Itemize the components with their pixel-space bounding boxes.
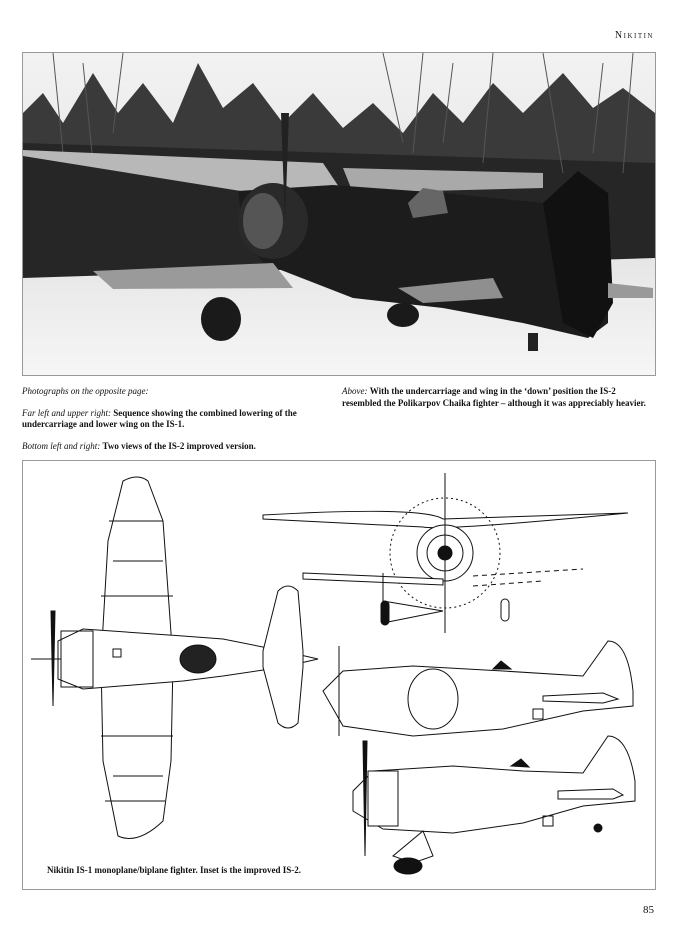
caption-item-2-text: Two views of the IS-2 improved version. bbox=[102, 440, 256, 451]
captions-right-column bbox=[342, 386, 654, 419]
caption-above-text: With the undercarriage and wing in the ‘down’ position the IS-2 resembled the Polikarpov Chaika fighter – although it was appreciably heavier. bbox=[342, 386, 646, 408]
caption-item-1-text: Sequence showing the combined lowering of the undercarriage and lower wing on the IS-1. bbox=[22, 407, 297, 429]
front-view bbox=[263, 473, 628, 633]
caption-item-1-lead: Far left and upper right: bbox=[22, 407, 111, 418]
side-view-is1 bbox=[353, 736, 635, 874]
side-view-is2 bbox=[323, 641, 633, 736]
aircraft-photo-graphic bbox=[23, 53, 655, 375]
drawing-caption: Nikitin IS-1 monoplane/biplane fighter. Inset is the improved IS-2. bbox=[47, 865, 302, 875]
caption-item-2 bbox=[22, 441, 322, 453]
running-head: Nikitin bbox=[614, 30, 654, 41]
aircraft-photo bbox=[22, 52, 656, 376]
three-view-drawing bbox=[22, 460, 656, 890]
page-number: 85 bbox=[643, 904, 654, 916]
three-view-drawing-graphic bbox=[23, 461, 655, 889]
caption-item-2-lead: Bottom left and right: bbox=[22, 440, 101, 451]
caption-above-lead: Above: bbox=[342, 386, 368, 396]
plan-view-tailplane bbox=[263, 586, 303, 728]
caption-above bbox=[342, 386, 654, 409]
caption-item-1 bbox=[22, 408, 322, 431]
captions-left-column bbox=[22, 386, 322, 462]
opposite-page-intro: Photographs on the opposite page: bbox=[22, 386, 149, 396]
